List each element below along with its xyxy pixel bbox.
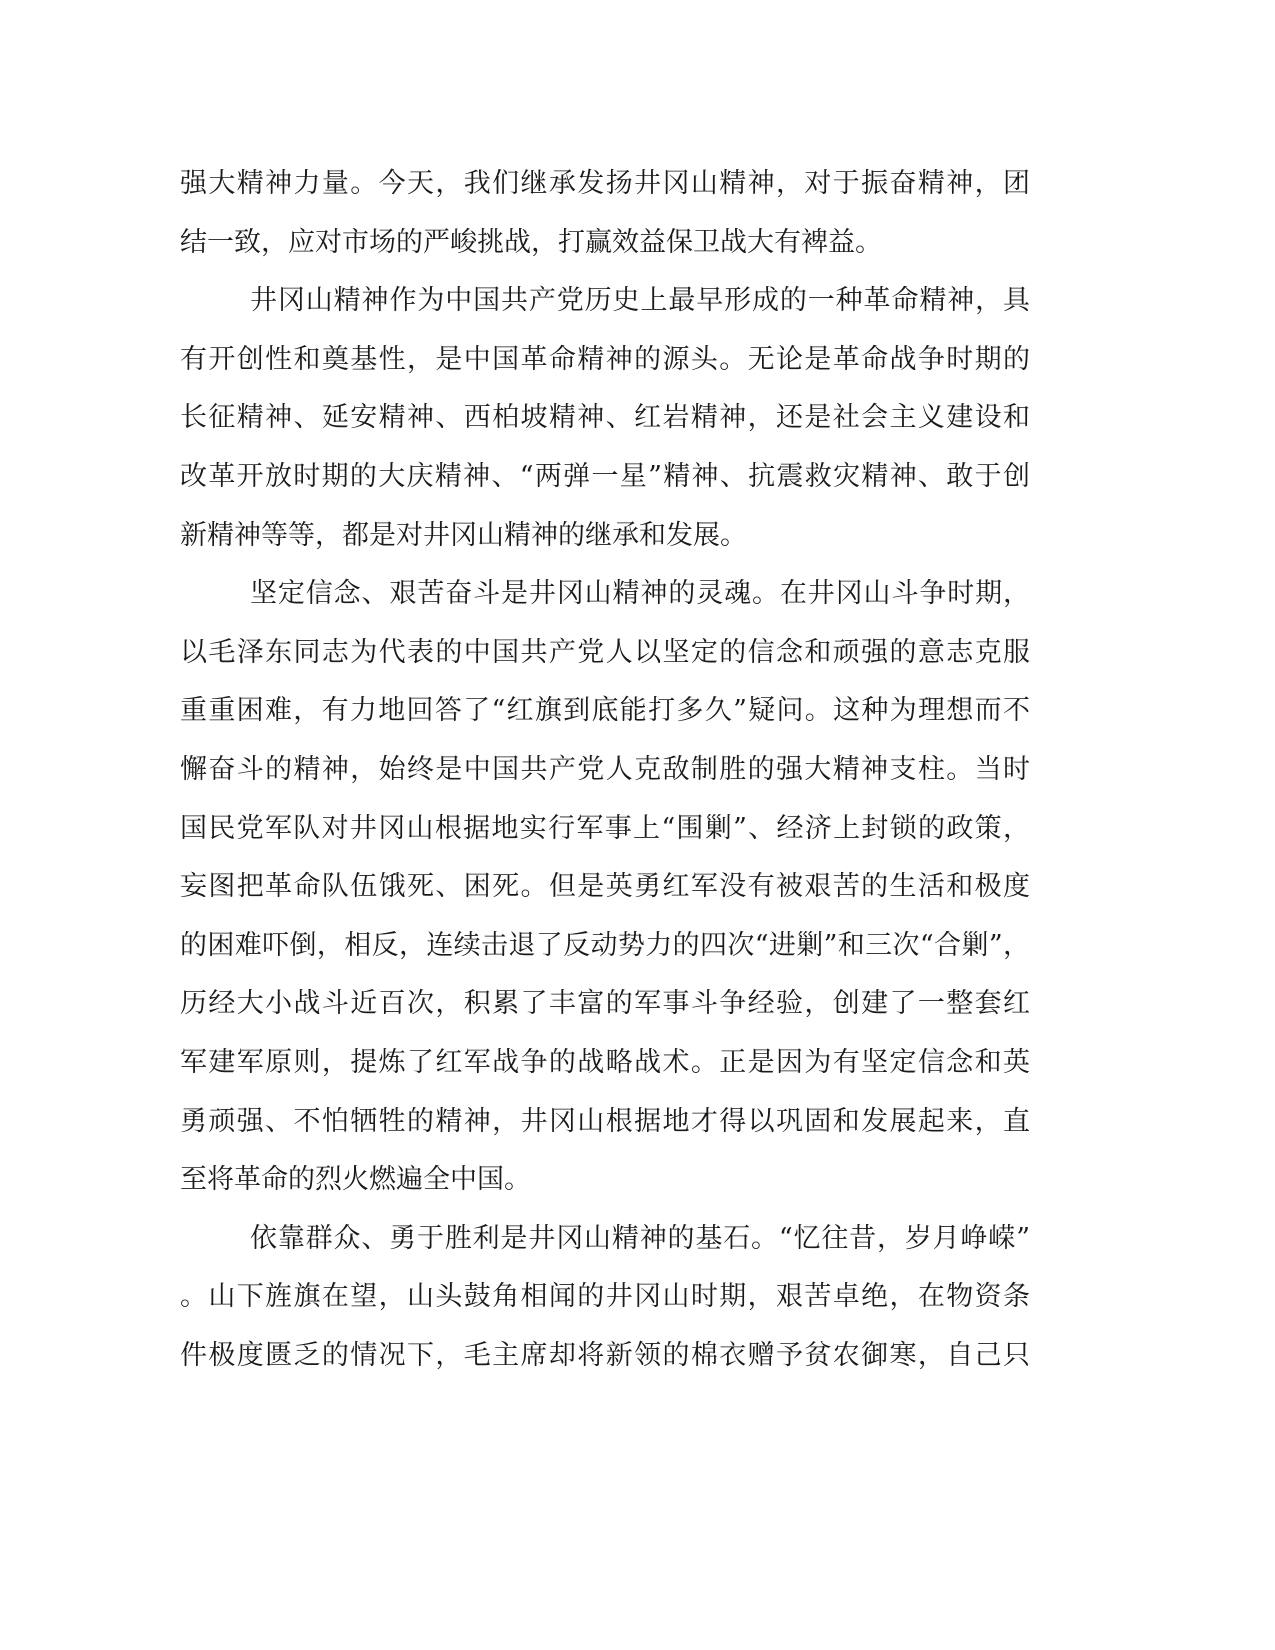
- text-line: 的困难吓倒，相反，连续击退了反动势力的四次“进剿”和三次“合剿”，: [180, 929, 1030, 961]
- text-line: 以毛泽东同志为代表的中国共产党人以坚定的信念和顽强的意志克服: [180, 636, 1030, 668]
- text-line: 长征精神、延安精神、西柏坡精神、红岩精神，还是社会主义建设和: [180, 402, 1030, 434]
- body-text: [180, 155, 1030, 1385]
- text-line: 强大精神力量。今天，我们继承发扬井冈山精神，对于振奋精神，团: [180, 168, 1030, 199]
- text-line: 懈奋斗的精神，始终是中国共产党人克敌制胜的强大精神支柱。当时: [180, 753, 1030, 785]
- paragraph-first-line: 依靠群众、勇于胜利是井冈山精神的基石。“忆往昔，岁月峥嵘”: [250, 1222, 1030, 1254]
- text-line: 改革开放时期的大庆精神、“两弹一星”精神、抗震救灾精神、敢于创: [180, 460, 1030, 492]
- text-line: 勇顽强、不怕牺牲的精神，井冈山根据地才得以巩固和发展起来，直: [180, 1105, 1030, 1137]
- text-line: 件极度匮乏的情况下，毛主席却将新领的棉衣赠予贫农御寒，自己只: [180, 1339, 1030, 1371]
- text-line: 有开创性和奠基性，是中国革命精神的源头。无论是革命战争时期的: [180, 343, 1030, 375]
- text-line: 妄图把革命队伍饿死、困死。但是英勇红军没有被艰苦的生活和极度: [180, 871, 1030, 903]
- text-line: 结一致，应对市场的严峻挑战，打赢效益保卫战大有裨益。: [180, 226, 882, 258]
- paragraph-first-line: 坚定信念、艰苦奋斗是井冈山精神的灵魂。在井冈山斗争时期，: [250, 578, 1030, 610]
- text-line: 历经大小战斗近百次，积累了丰富的军事斗争经验，创建了一整套红: [180, 988, 1030, 1020]
- text-line: 至将革命的烈火燃遍全中国。: [180, 1164, 531, 1196]
- text-line: 新精神等等，都是对井冈山精神的继承和发展。: [180, 519, 747, 551]
- paragraph-first-line: 井冈山精神作为中国共产党历史上最早形成的一种革命精神，具: [250, 285, 1030, 317]
- text-line: 军建军原则，提炼了红军战争的战略战术。正是因为有坚定信念和英: [180, 1046, 1030, 1078]
- text-line: 国民党军队对井冈山根据地实行军事上“围剿”、经济上封锁的政策，: [180, 812, 1030, 844]
- text-line: 重重困难，有力地回答了“红旗到底能打多久”疑问。这种为理想而不: [180, 695, 1030, 727]
- text-line: 。山下旌旗在望，山头鼓角相闻的井冈山时期，艰苦卓绝，在物资条: [180, 1281, 1030, 1313]
